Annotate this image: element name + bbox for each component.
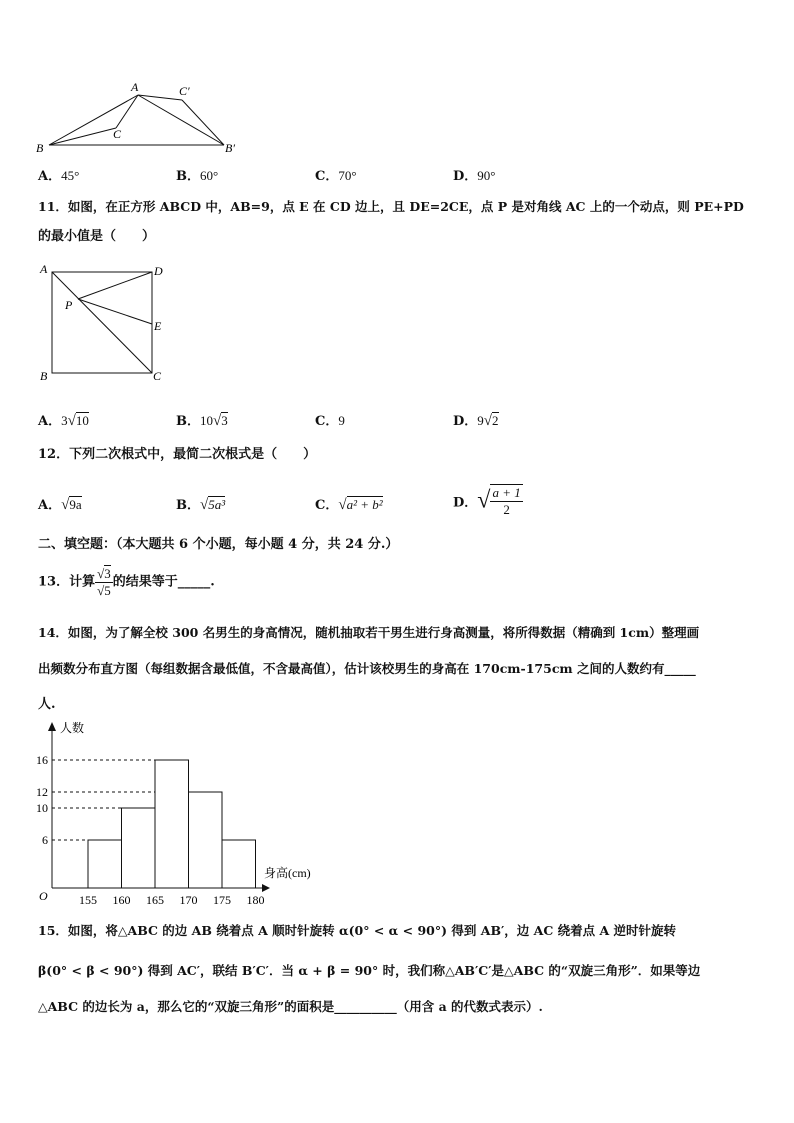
hist-x-axis-arrow [262, 884, 270, 892]
fig10-line-cprime-bprime [182, 100, 224, 145]
figure-q11-square [32, 260, 172, 385]
q14-histogram [30, 716, 350, 911]
fig10-line-b-a [49, 95, 138, 145]
fig10-line-c-a [116, 95, 138, 128]
fig11-label-e: E [154, 319, 162, 333]
fig10-label-c: C [113, 127, 122, 141]
q15-text-line1: 15．如图，将△ABC 的边 AB 绕着点 A 顺时针旋转 α(0° < α < 90°) 得到 AB′，边 AC 绕着点 A 逆时针旋转 [38, 923, 677, 938]
q12-option-a: A．√9a [38, 497, 82, 513]
hist-x-tick-160: 160 [112, 893, 131, 907]
fig11-label-d: D [154, 264, 163, 278]
hist-x-label: 身高(cm) [264, 866, 311, 880]
hist-bar-170-175 [189, 792, 223, 888]
hist-bar-175-180 [222, 840, 256, 888]
q10-option-c: C．70° [315, 168, 357, 184]
hist-y-tick-12: 12 [36, 785, 48, 799]
q11-option-d: D．9√2 [453, 413, 499, 429]
fig11-label-c: C [153, 369, 162, 383]
hist-x-tick-165: 165 [146, 893, 164, 907]
hist-x-tick-180: 180 [246, 893, 265, 907]
q10-option-b: B．60° [176, 168, 219, 184]
hist-bar-165-170 [155, 760, 189, 888]
hist-x-tick-155: 155 [79, 893, 97, 907]
q11-text-line2: 的最小值是（ ） [38, 229, 156, 244]
q11-option-c: C．9 [315, 413, 345, 429]
fig11-line-pe [78, 299, 152, 324]
hist-origin-label: O [39, 889, 48, 903]
fig11-label-p: P [65, 298, 73, 312]
q14-text-line1: 14．如图，为了解全校 300 名男生的身高情况，随机抽取若干男生进行身高测量，将所得数据（精确到 1cm）整理画 [38, 625, 700, 640]
fig10-line-a-bprime [138, 95, 224, 145]
q12-option-b: B．√5a³ [176, 497, 226, 513]
q11-option-b: B．10√3 [176, 413, 228, 429]
fig10-label-b: B [36, 141, 44, 155]
fig10-line-b-c [49, 128, 116, 145]
q12-option-c: C．√a² + b² [315, 497, 383, 513]
hist-x-tick-170: 170 [179, 893, 198, 907]
fig10-label-c-prime: C′ [179, 84, 190, 98]
hist-x-tick-175: 175 [213, 893, 231, 907]
q15-text-line3: △ABC 的边长为 a，那么它的“双旋三角形”的面积是__________（用含 a 的代数式表示）. [38, 999, 543, 1014]
section-2-heading: 二、填空题：（本大题共 6 个小题，每小题 4 分，共 24 分.） [38, 537, 399, 552]
q15-text-line2: β(0° < β < 90°) 得到 AC′，联结 B′C′．当 α + β = 90° 时，我们称△AB′C′是△ABC 的“双旋三角形”．如果等边 [38, 963, 701, 978]
q13-text: 13．计算 $\frac{√3}{√5}$ 的结果等于_____. [38, 566, 215, 598]
q11-option-a: A．3√10 [38, 413, 89, 429]
hist-y-axis-arrow [48, 722, 56, 731]
hist-y-tick-6: 6 [42, 833, 48, 847]
hist-y-tick-16: 16 [36, 753, 48, 767]
q11-text-line1: 11．如图，在正方形 ABCD 中，AB=9，点 E 在 CD 边上，且 DE=2CE，点 P 是对角线 AC 上的一个动点，则 PE+PD [38, 199, 744, 214]
hist-y-tick-10: 10 [36, 801, 48, 815]
hist-bar-160-165 [122, 808, 156, 888]
q14-text-line2: 出频数分布直方图（每组数据含最低值，不含最高值），估计该校男生的身高在 170cm-175cm 之间的人数约有_____ [38, 661, 696, 676]
q12-option-d: D．√ $\frac{a + 1}{2}$ [453, 485, 521, 517]
fig11-label-b: B [40, 369, 48, 383]
q13-fraction: $\frac{√3}{√5}$ [97, 566, 111, 598]
fig11-label-a: A [40, 262, 48, 276]
fig10-label-a: A [131, 80, 139, 94]
hist-y-label: 人数 [60, 721, 85, 735]
fig11-line-pd [78, 272, 152, 299]
q12-option-d-fraction: $\frac{a + 1}{2}$ [492, 485, 521, 517]
hist-bar-155-160 [88, 840, 122, 888]
fig10-label-b-prime: B′ [225, 141, 235, 155]
q10-option-a: A．45° [38, 168, 80, 184]
q10-option-d: D．90° [453, 168, 496, 184]
q12-text: 12．下列二次根式中，最简二次根式是（ ） [38, 447, 317, 462]
q14-text-line3: 人. [38, 697, 56, 712]
figure-q10-triangles [32, 78, 247, 158]
fig11-diagonal-ac [52, 272, 152, 373]
